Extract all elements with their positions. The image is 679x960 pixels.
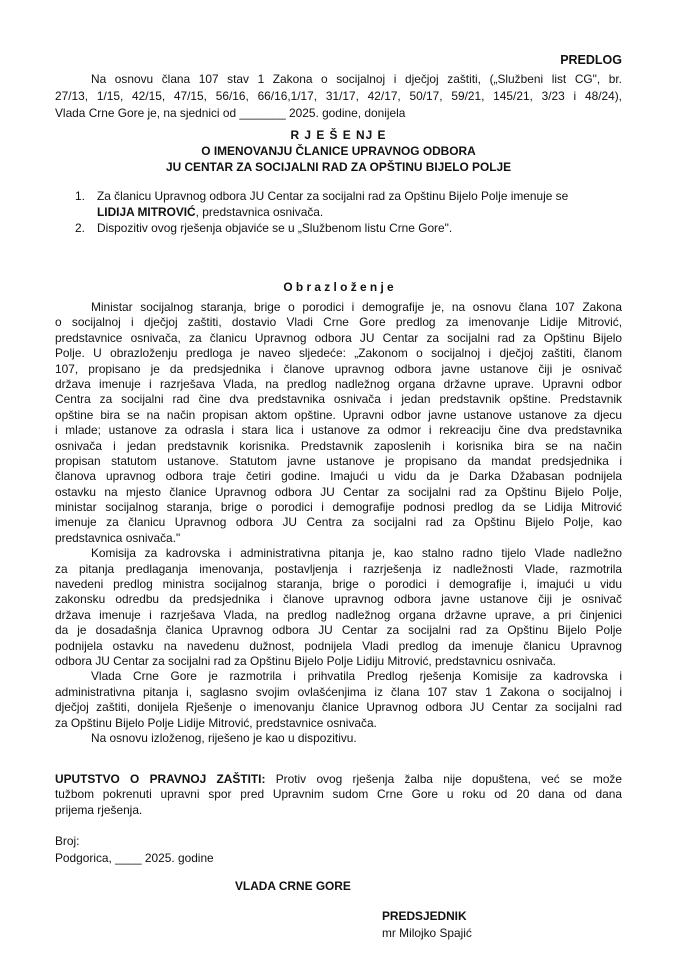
reasoning-paragraph [55, 731, 622, 746]
reasoning-line: država imenuje i razrješava Vlada, na predlog nadležnog organa državne uprave, a pri činjenici [55, 607, 622, 622]
proposal-label: PREDLOG [560, 53, 622, 67]
title-resenje: R J E Š E NJ E [290, 128, 387, 142]
reasoning-line: da je dosadašnja članica Upravnog odbora JU Centar za socijalni rad za Opštinu Bijelo Polje [55, 623, 622, 638]
dispositive-item-1 [55, 188, 622, 220]
reasoning-heading: O b r a z l o ž e n j e [283, 280, 394, 294]
government-signature: VLADA CRNE GORE [235, 879, 351, 893]
reasoning-line: o socijalnoj i dječjoj zaštiti, dostavio Vladi Crne Gore predlog za imenovanje Lidije Mitrović, [55, 315, 622, 330]
number-label: Broj: [55, 834, 80, 848]
legal-notice-text: Protiv ovog rješenja žalba nije dopuštena, već se može [265, 772, 622, 786]
reasoning-line: predstavnice osnivača, za članicu Upravnog odbora JU Centar za socijalni rad za Opštinu Bijelo [55, 330, 622, 345]
reasoning-line: Ministar socijalnog staranja, brige o porodici i demografije je, na osnovu člana 107 Zakona [91, 300, 622, 314]
item-text: Dispozitiv ovog rješenja objaviće se u „Službenom listu Crne Gore". [97, 221, 453, 235]
place-date: Podgorica, ____ 2025. godine [55, 851, 214, 865]
reasoning-line: odbora JU Centar za socijalni rad za Opštinu Bijelo Polje Lidiju Mitrović, predstavnicu osnivača. [55, 653, 556, 668]
reasoning-line: podnijela ostavku na navedenu dužnost, podnijela Vladi predlog da imenuje članicu Upravnog [55, 638, 622, 653]
appointee-name: LIDIJA MITROVIĆ [97, 205, 196, 219]
reasoning-line: ostavku na mjesto članice Upravnog odbora JU Centar za socijalni rad za Opštinu Bijelo Polje, [55, 484, 622, 499]
reasoning-line: ministar socijalnog staranja, brige o porodici i demografije podnosi predlog da se Lidija Mitrović [55, 500, 622, 515]
reasoning-line: Vlada Crne Gore je razmotrila i prihvatila Predlog rješenja Komisije za kadrovska i [91, 669, 622, 684]
item-text: Za članicu Upravnog odbora JU Centar za socijalni rad za Opštinu Bijelo Polje imenuje se [97, 189, 569, 203]
legal-notice-label: UPUTSTVO O PRAVNOJ ZAŠTITI: [55, 772, 266, 786]
title-line-3: JU CENTAR ZA SOCIJALNI RAD ZA OPŠTINU BIJELO POLJE [165, 160, 512, 174]
reasoning-line: Komisija za kadrovska i administrativna pitanja je, kao stalno radno tijelo Vlade nadležno [91, 546, 622, 561]
reasoning-line: propisan statutom ustanove. Statutom javne ustanove je propisano da mandat predsjednika i [55, 453, 622, 468]
reasoning-line: opštine bira se na način propisan aktom opštine. Upravni odbor javne ustanove ustanove za djecu [55, 407, 622, 422]
reasoning-line: 107, propisano je da predsjednika i članove upravnog odbora javne ustanove čiji je osnivač [55, 361, 622, 376]
reasoning-paragraph [55, 546, 622, 669]
intro-paragraph [55, 71, 622, 122]
president-name: mr Milojko Spajić [382, 926, 472, 940]
reasoning-line: za pitanja predlaganja imenovanja, postavljenja i razrješenja iz nadležnosti Vlade, razmotrila [55, 561, 622, 576]
legal-notice-text: prijema rješenja. [55, 802, 143, 817]
legal-notice-text: tužbom pokrenuti upravni spor pred Upravnim sudom Crne Gore u roku od 20 dana od dana [55, 787, 622, 802]
intro-line: Na osnovu člana 107 stav 1 Zakona o socijalnoj i dječjoj zaštiti, („Službeni list CG", br. [91, 72, 622, 86]
reasoning-paragraph [55, 669, 622, 731]
reasoning-line: i mlade; ustanove za odrasla i stara lica i ustanove za odmor i rekreaciju čine dva predstavnika [55, 423, 622, 438]
reasoning-body [55, 300, 622, 746]
reasoning-line: administrativna pitanja i, saglasno svojim ovlašćenjima iz člana 107 stav 1 Zakona o socijalnoj i [55, 684, 622, 699]
item-number: 1. [75, 189, 85, 203]
reasoning-line: predstavnica osnivača." [55, 530, 181, 545]
reasoning-line: Centra za socijalni rad čine dva predstavnika osnivača i jedan predstavnik opštine. Predstavnik [55, 392, 622, 407]
reasoning-line: imenuje za članicu Upravnog odbora JU Centra za socijalni rad za Opštinu Bijelo Polje, kao [55, 515, 622, 530]
item-text: , predstavnica osnivača. [195, 205, 324, 219]
reasoning-line: dječjoj zaštiti, donijela Rješenje o imenovanju članice Upravnog odbora JU Centar za socijalni rad [55, 700, 622, 715]
intro-line: 27/13, 1/15, 42/15, 47/15, 56/16, 66/16,1/17, 31/17, 42/17, 50/17, 59/21, 145/21, 3/23 i 48/24), [55, 89, 622, 103]
reasoning-line: Polje. U obrazloženju predloga je naveo sljedeće: „Zakonom o socijalnoj i dječjoj zaštiti, članom [55, 346, 622, 361]
reasoning-line: navedeni predlog ministra socijalnog staranja, brige o porodici i demografije i, imajući u vidu [55, 577, 622, 592]
reasoning-line: Na osnovu izloženog, riješeno je kao u dispozitivu. [91, 730, 357, 745]
title-line-2: O IMENOVANJU ČLANICE UPRAVNOG ODBORA [201, 144, 476, 158]
reasoning-paragraph [55, 300, 622, 546]
dispositive-item-2 [55, 220, 622, 236]
reasoning-line: članova upravnog odbora traje četiri godine. Imajući u vidu da je Darka Džabasan podnijela [55, 469, 622, 484]
dispositive-list [55, 188, 622, 236]
reasoning-line: zakonsku odredbu da predsjednika i članove upravnog odbora javne ustanove čiji je osnivač [55, 592, 622, 607]
reasoning-line: država imenuje i razrješava Vlada, na predlog nadležnog organa državne uprave. Upravni odbor [55, 376, 622, 391]
document-title [55, 127, 622, 175]
legal-notice [55, 772, 622, 818]
intro-line: Vlada Crne Gore je, na sjednici od _______ 2025. godine, donijela [55, 106, 406, 120]
reasoning-line: za Opštinu Bijelo Polje Lidije Mitrović, predstavnice osnivača. [55, 715, 377, 730]
reasoning-line: osnivača i jedan predstavnik korisnika. Predstavnik zaposlenih i korisnika bira se na način [55, 438, 622, 453]
item-number: 2. [75, 221, 85, 235]
president-title: PREDSJEDNIK [382, 909, 467, 923]
